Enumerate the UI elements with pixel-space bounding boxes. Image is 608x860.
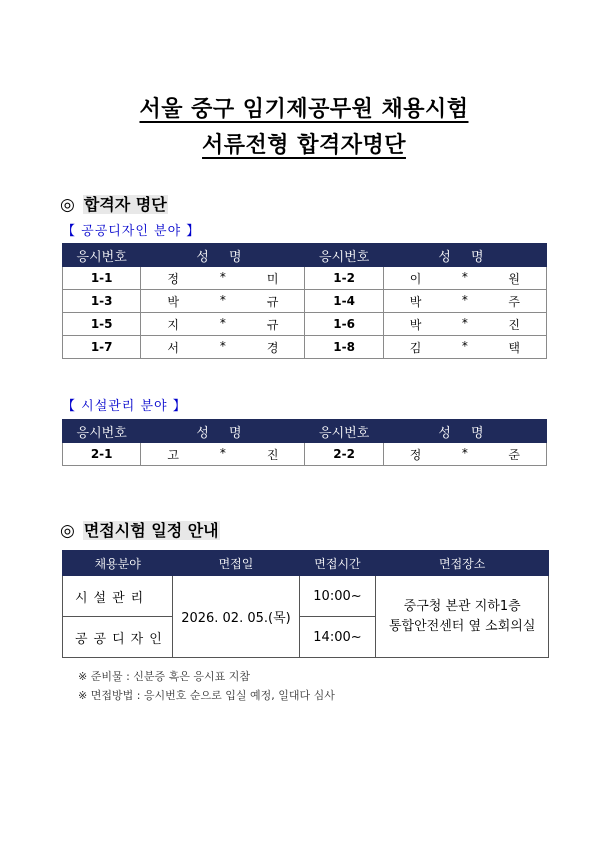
applicant-number: 1-2: [305, 267, 383, 290]
category-label-design: 【 공공디자인 분야 】: [62, 224, 201, 239]
table-header-row: [63, 420, 547, 443]
column-header: 성 명: [141, 420, 305, 443]
design-passers-table: [62, 243, 547, 359]
column-header: 응시번호: [63, 244, 141, 267]
interview-time-1: 10:00~: [299, 576, 376, 617]
interview-place: 중구청 본관 지하1층 통합안전센터 옆 소회의실: [376, 576, 549, 658]
page-title-line1: 서울 중구 임기제공무원 채용시험: [139, 97, 469, 122]
column-header: 성 명: [383, 244, 546, 267]
page-title-line2: 서류전형 합격자명단: [202, 133, 406, 158]
field-design: 공공디자인: [63, 617, 173, 658]
column-header: 응시번호: [63, 420, 141, 443]
applicant-name: 지 * 규: [141, 313, 305, 336]
applicant-name: 박 * 규: [141, 290, 305, 313]
applicant-name: 서 * 경: [141, 336, 305, 359]
applicant-name: 박 * 진: [383, 313, 546, 336]
applicant-number: 1-6: [305, 313, 383, 336]
column-header: 응시번호: [305, 420, 383, 443]
table-row: [63, 290, 547, 313]
table-row: [63, 313, 547, 336]
field-facility: 시설관리: [63, 576, 173, 617]
column-header: 면접시간: [299, 551, 376, 576]
facility-passers-table: [62, 419, 547, 466]
table-row: [63, 267, 547, 290]
table-row: [63, 336, 547, 359]
note-method: ※ 면접방법 : 응시번호 순으로 입실 예정, 일대다 심사: [78, 689, 335, 702]
column-header: 채용분야: [63, 551, 173, 576]
applicant-name: 고 * 진: [141, 443, 305, 466]
applicant-name: 정 * 준: [383, 443, 546, 466]
section-heading-passers: ◎ 합격자 명단: [60, 195, 167, 215]
table-header-row: [63, 244, 547, 267]
applicant-name: 박 * 주: [383, 290, 546, 313]
applicant-number: 1-7: [63, 336, 141, 359]
applicant-name: 정 * 미: [141, 267, 305, 290]
applicant-number: 1-4: [305, 290, 383, 313]
column-header: 면접일: [173, 551, 299, 576]
interview-schedule-table: [62, 550, 549, 658]
table-header-row: [63, 551, 549, 576]
applicant-number: 1-1: [63, 267, 141, 290]
applicant-number: 2-1: [63, 443, 141, 466]
column-header: 성 명: [383, 420, 546, 443]
column-header: 면접장소: [376, 551, 549, 576]
table-row: [63, 576, 549, 617]
applicant-number: 1-5: [63, 313, 141, 336]
applicant-number: 1-8: [305, 336, 383, 359]
double-circle-icon: ◎: [60, 521, 75, 541]
column-header: 응시번호: [305, 244, 383, 267]
section-heading-interview: ◎ 면접시험 일정 안내: [60, 521, 219, 541]
double-circle-icon: ◎: [60, 195, 75, 215]
category-label-facility: 【 시설관리 분야 】: [62, 399, 187, 414]
interview-time-2: 14:00~: [299, 617, 376, 658]
applicant-number: 1-3: [63, 290, 141, 313]
table-row: [63, 443, 547, 466]
applicant-name: 김 * 택: [383, 336, 546, 359]
applicant-name: 이 * 원: [383, 267, 546, 290]
applicant-number: 2-2: [305, 443, 383, 466]
interview-date: 2026. 02. 05.(목): [173, 576, 299, 658]
column-header: 성 명: [141, 244, 305, 267]
note-preparation: ※ 준비물 : 신분증 혹은 응시표 지참: [78, 670, 251, 683]
